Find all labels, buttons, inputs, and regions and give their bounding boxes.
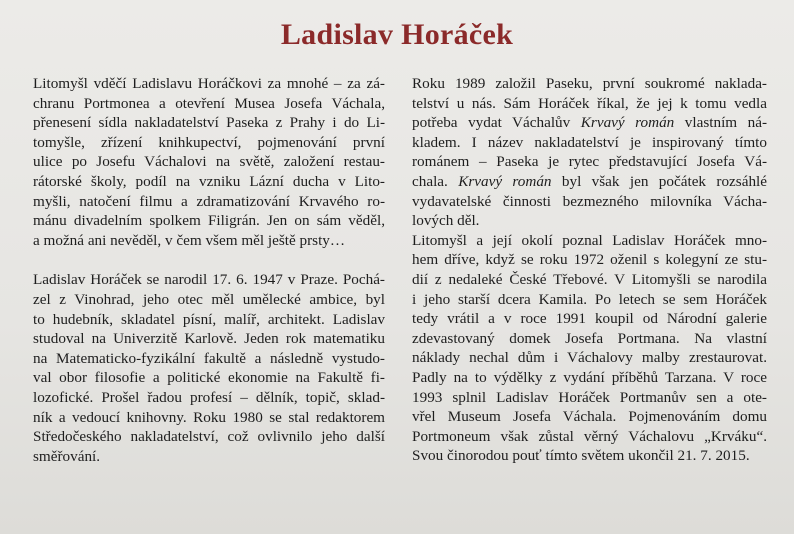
text-line: zdevastovaný domek Josefa Portmana. Na vlastní: [412, 329, 767, 347]
text-line: hem dříve, když se roku 1972 oženil s kolegyní ze stu-: [412, 251, 767, 269]
text-line: Ladislav Horáček se narodil 17. 6. 1947 v Praze. Pochá-: [33, 271, 385, 289]
text-line: zel z Vinohrad, jeho otec měl umělecké ambice, byl: [33, 290, 385, 308]
text-line: náklady nechal dům i Váchalovy malby zrestaurovat.: [412, 349, 767, 367]
text-line: val obor filosofie a politické ekonomie na Fakultě fi-: [33, 369, 385, 387]
book-title: Krvavý román: [580, 114, 675, 132]
text-line: mánu divadelním spolkem Filigrán. Jen on sám věděl,: [33, 212, 385, 230]
right-column: [412, 74, 767, 466]
left-paragraph-2: [33, 270, 385, 466]
text-line: dií z nedaleké České Třebové. V Litomyšli se narodila: [412, 270, 767, 288]
text-line: vydavatelské činnosti bezmezného milovníka Vácha-: [412, 192, 767, 210]
book-title: Krvavý román: [458, 172, 552, 190]
text-line: Padly na to výdělky z vydání příběhů Tarzana. V roce: [412, 368, 767, 386]
text-line: potřeba vydat Váchalův Krvavý román vlastním ná-: [412, 114, 768, 132]
text-line: směřování.: [33, 447, 101, 465]
left-paragraph-1: [33, 74, 385, 250]
text-line: lových děl.: [412, 212, 480, 230]
text-line: chala. Krvavý román byl však jen počátek rozsáhlé: [412, 172, 767, 190]
text-line: Svou činorodou pouť tímto světem ukončil 21. 7. 2015.: [412, 447, 750, 465]
right-paragraph-2: [412, 231, 767, 466]
text-line: Středočeského nakladatelství, což ovlivnilo jeho další: [33, 428, 385, 446]
left-column: [33, 74, 385, 466]
text-line: Litomyšl a její okolí poznal Ladislav Horáček mno-: [412, 231, 767, 249]
text-line: kladem. I název nakladatelství je inspirovaný tímto: [412, 133, 767, 151]
text-line: ník a vedoucí knihovny. Roku 1980 se stal redaktorem: [33, 408, 385, 426]
text-line: tomyšle, zřízení knihkupectví, pojmenování první: [33, 133, 385, 151]
text-line: studoval na Univerzitě Karlově. Jeden rok matematiku: [33, 330, 385, 348]
text-line: tedy vrátil a v roce 1991 koupil od Národní galerie: [412, 310, 767, 328]
text-line: to hudebník, skladatel písní, malíř, architekt. Ladislav: [33, 310, 385, 328]
text-line: myšli, natočení filmu a zdramatizování Krvavého ro-: [33, 192, 385, 210]
text-line: chranu Portmonea a otevření Musea Josefa Váchala,: [33, 94, 385, 112]
text-line: Litomyšl vděčí Ladislavu Horáčkovi za mnohé – za zá-: [33, 75, 385, 92]
text-line: telství u nás. Sám Horáček říkal, že jej k tomu vedla: [412, 94, 767, 112]
text-line: vřel Museum Josefa Váchala. Pojmenováním domu: [412, 408, 767, 426]
text-line: rátorské školy, podíl na vzniku Lázní ducha v Lito-: [33, 172, 385, 190]
text-line: a možná ani nevěděl, v čem všem měl ještě prsty…: [33, 231, 346, 249]
text-line: románem – Paseka je rytec představující Josefa Vá-: [412, 153, 767, 171]
panel-title: Ladislav Horáček: [280, 18, 514, 51]
text-line: Portmoneum však zůstal věrný Váchalovu „Krváku“.: [412, 427, 767, 445]
text-line: Roku 1989 založil Paseku, první soukromé naklada-: [412, 75, 767, 92]
text-line: lozofické. Prošel řadou profesí – dělník, topič, sklad-: [33, 388, 385, 406]
text-line: na Matematicko-fyzikální fakultě a následně vystudo-: [33, 349, 385, 367]
text-line: 1993 splnil Ladislav Horáček Portmanův sen a ote-: [412, 388, 767, 406]
text-line: i jeho starší dcera Kamila. Po letech se sem Horáček: [412, 290, 767, 308]
right-paragraph-1: [412, 74, 767, 231]
text-line: přenesení sídla nakladatelství Paseka z Prahy i do Li-: [33, 114, 385, 132]
text-line: ulice po Josefu Váchalovi na světě, založení restau-: [33, 153, 385, 171]
